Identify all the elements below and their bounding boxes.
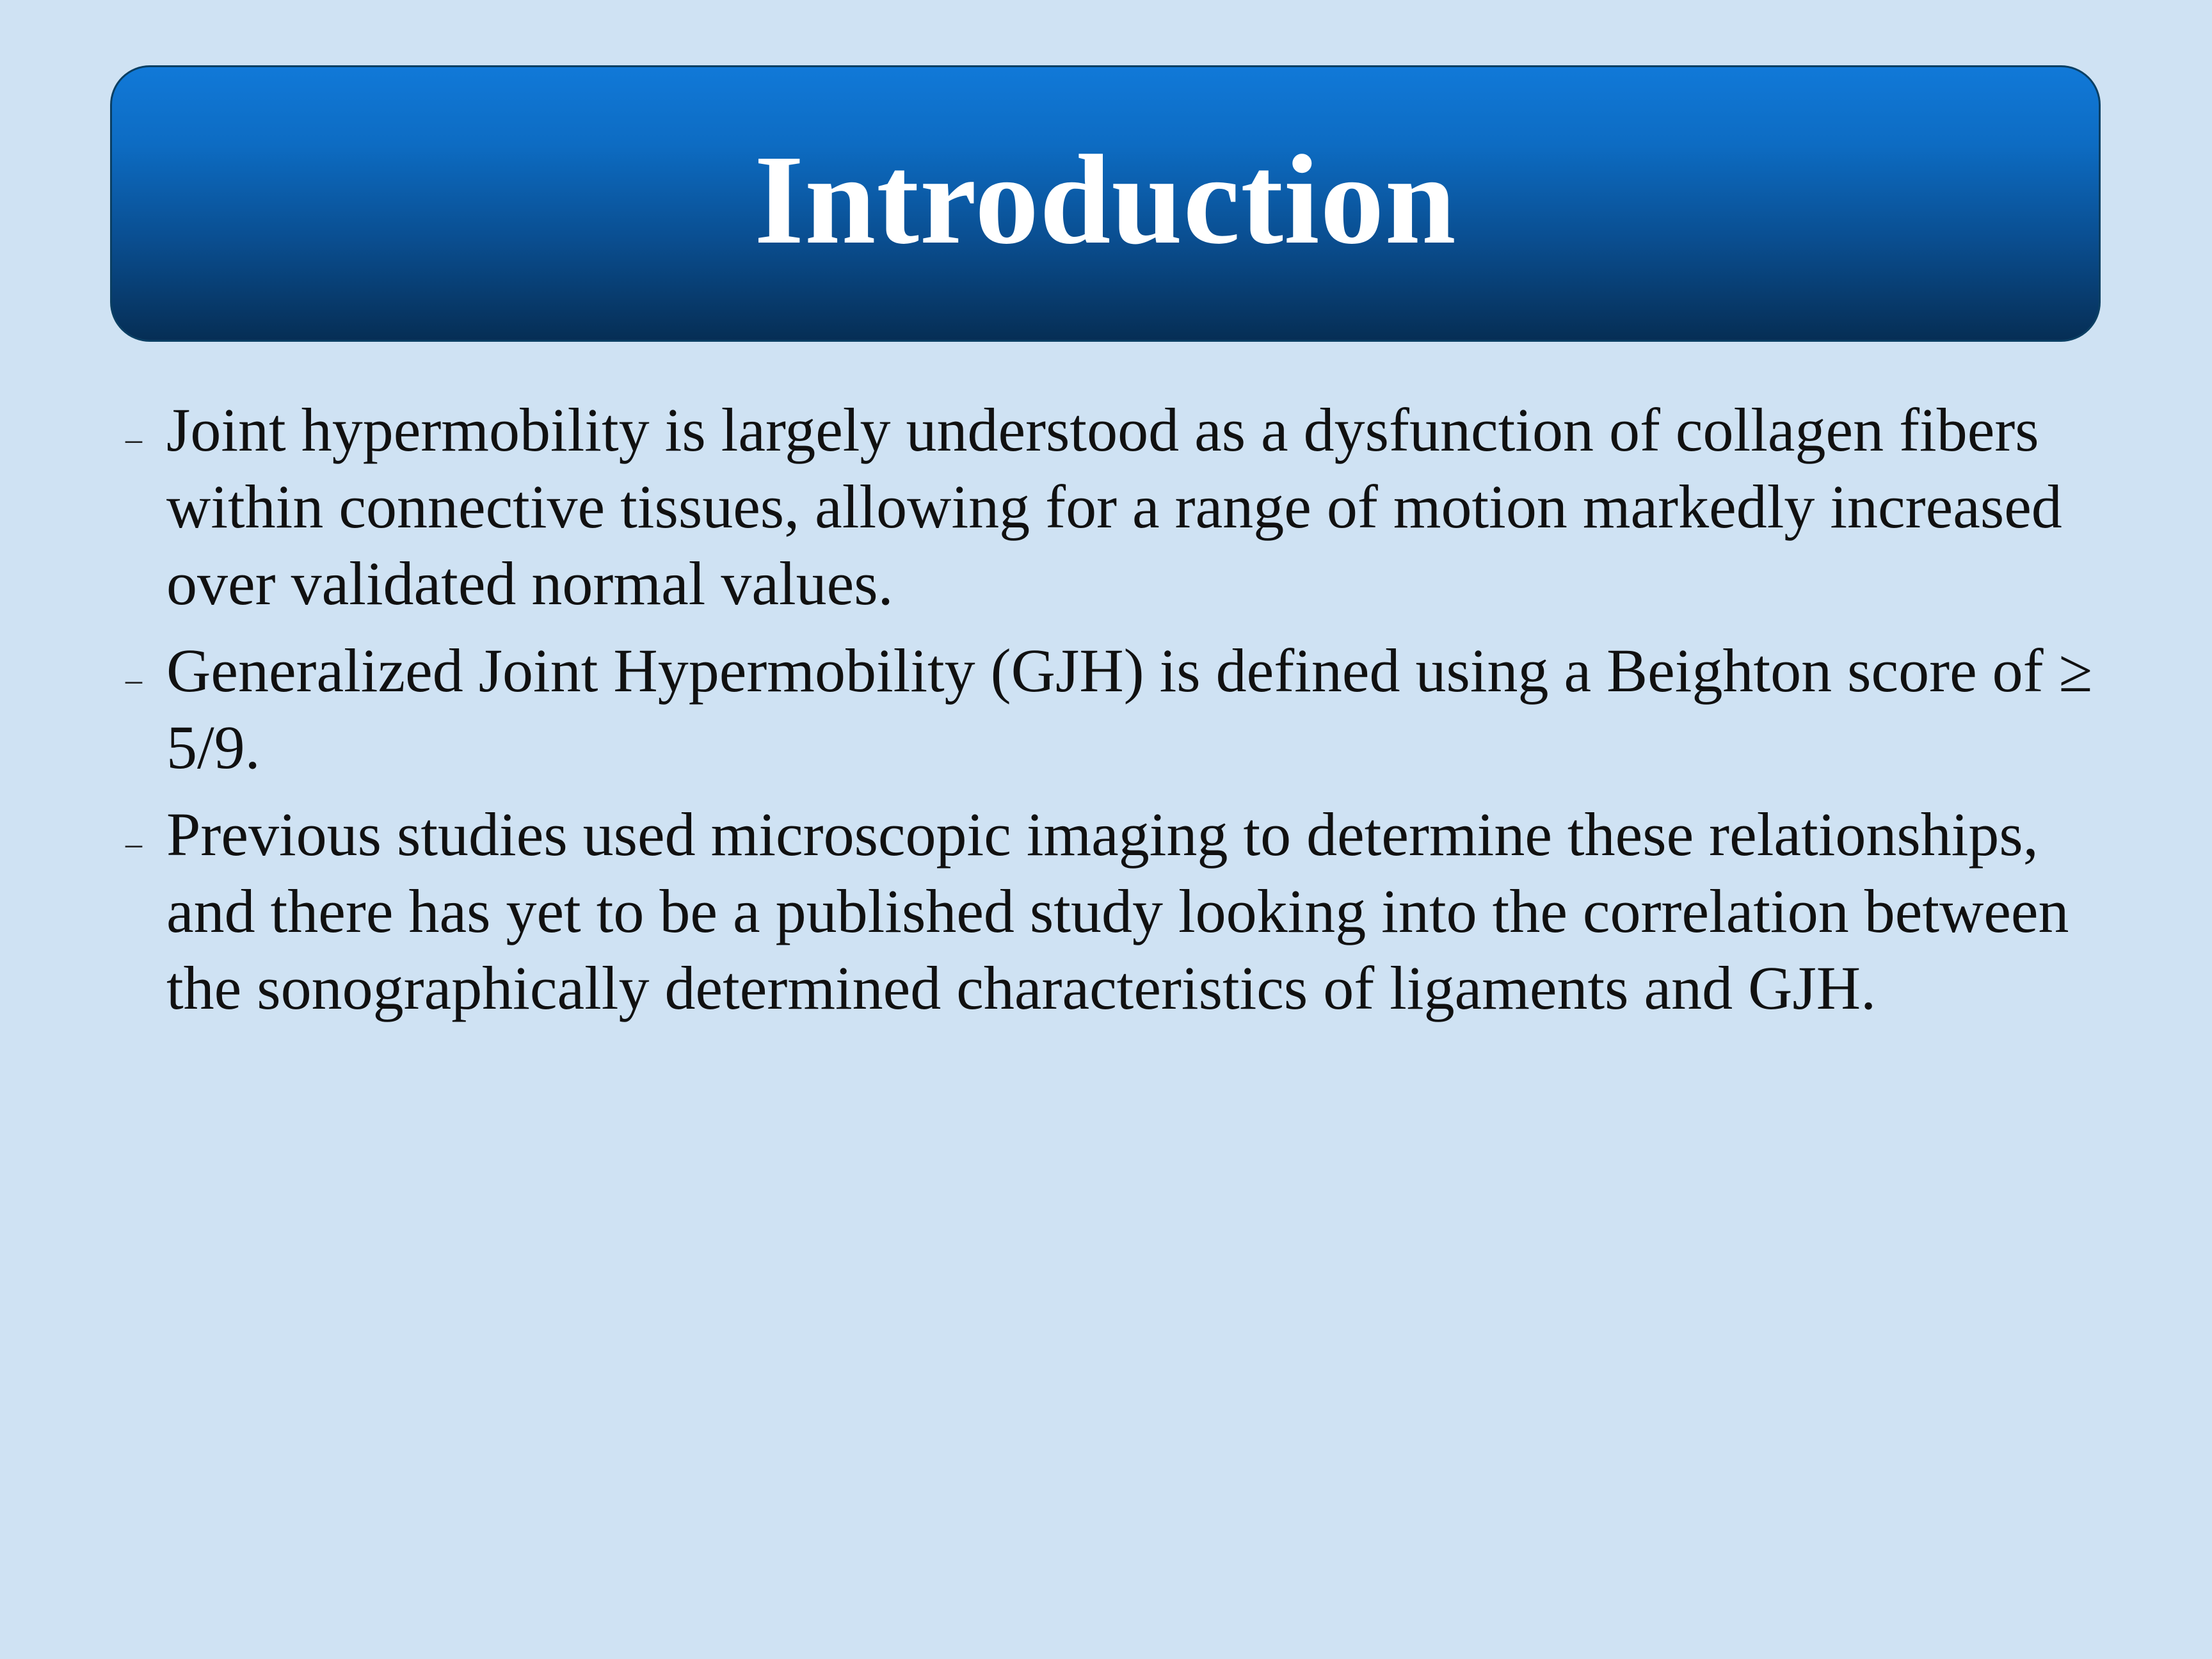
bullet-text: Joint hypermobility is largely understood as a dysfunction of collagen fibers within connective tissues, allowing for a range of motion markedly increased over validated normal values.	[166, 396, 2062, 618]
bullet-text: Previous studies used microscopic imaging to determine these relationships, and there has yet to be a published study looking into the correlation between the sonographically determined characteristics of ligaments and GJH.	[166, 800, 2069, 1022]
dash-bullet-icon: –	[125, 421, 142, 458]
slide-title: Introduction	[754, 129, 1457, 271]
bullet-item	[125, 392, 2097, 622]
bullet-list	[125, 392, 2097, 1037]
dash-bullet-icon: –	[125, 662, 142, 698]
title-banner	[110, 65, 2101, 342]
bullet-item	[125, 632, 2097, 786]
bullet-text: Generalized Joint Hypermobility (GJH) is defined using a Beighton score of ≥ 5/9.	[166, 636, 2093, 781]
dash-bullet-icon: –	[125, 826, 142, 862]
bullet-item	[125, 796, 2097, 1027]
